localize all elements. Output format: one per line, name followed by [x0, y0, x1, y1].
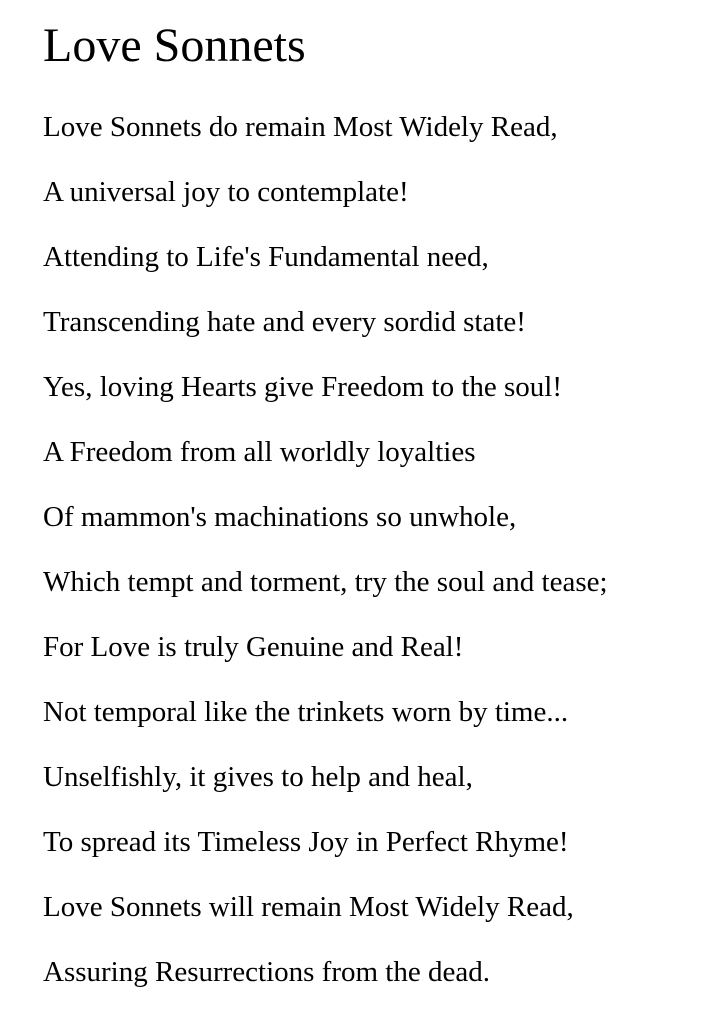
poem-line-5: Yes, loving Hearts give Freedom to the soul!	[43, 371, 562, 403]
poem-line-14: Assuring Resurrections from the dead.	[43, 956, 490, 988]
poem-line-11: Unselfishly, it gives to help and heal,	[43, 761, 473, 793]
poem-line-7: Of mammon's machinations so unwhole,	[43, 501, 517, 533]
poem-line-4: Transcending hate and every sordid state!	[43, 306, 526, 338]
poem-line-2: A universal joy to contemplate!	[43, 176, 409, 208]
poem-line-10: Not temporal like the trinkets worn by time...	[43, 696, 569, 728]
poem-line-8: Which tempt and torment, try the soul and tease;	[43, 566, 608, 598]
poem-line-1: Love Sonnets do remain Most Widely Read,	[43, 111, 558, 143]
poem-line-9: For Love is truly Genuine and Real!	[43, 631, 464, 663]
poem-line-13: Love Sonnets will remain Most Widely Read,	[43, 891, 574, 923]
poem-line-3: Attending to Life's Fundamental need,	[43, 241, 489, 273]
poem-line-6: A Freedom from all worldly loyalties	[43, 436, 476, 468]
page-title: Love Sonnets	[43, 19, 306, 72]
poem-body	[43, 109, 608, 1019]
poem-line-12: To spread its Timeless Joy in Perfect Rhyme!	[43, 826, 569, 858]
